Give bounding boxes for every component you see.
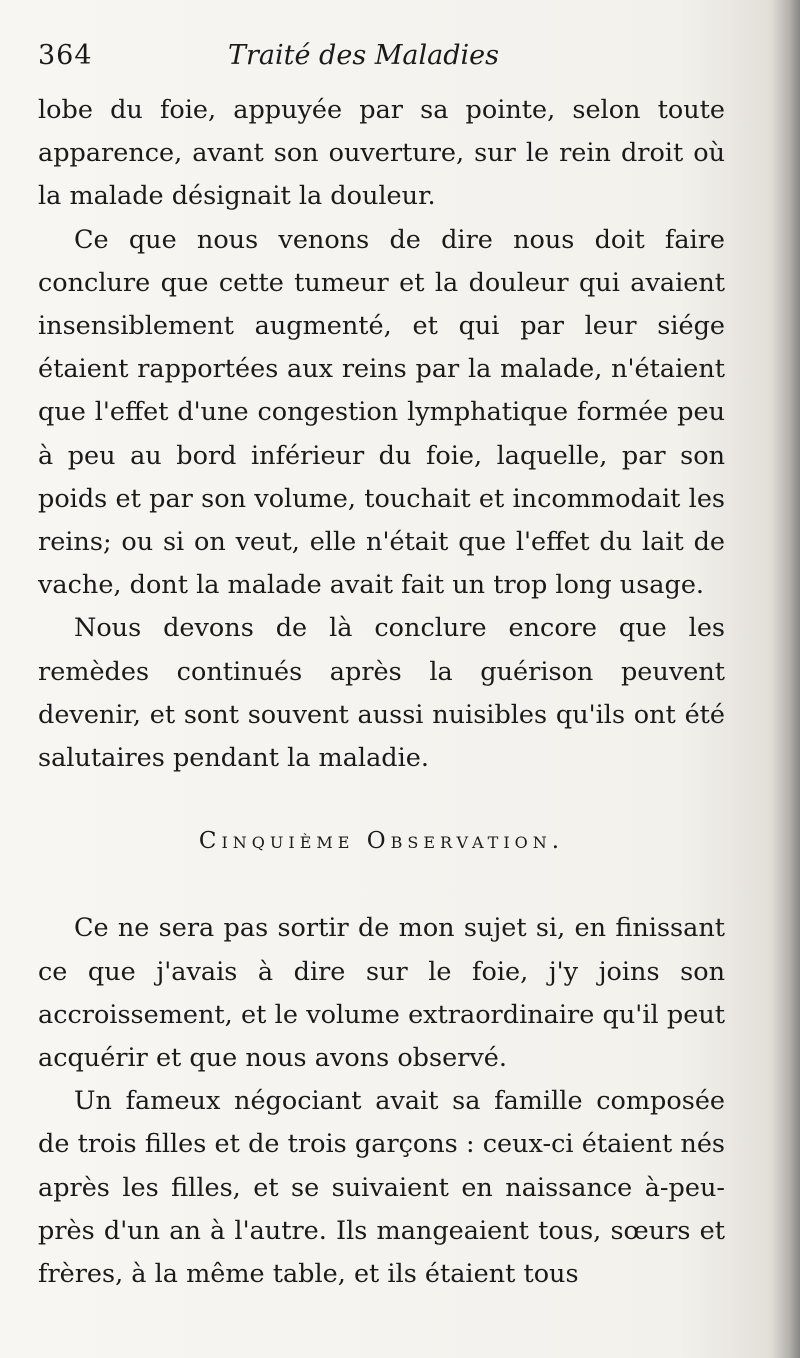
paragraph: Ce ne sera pas sortir de mon sujet si, en finissant ce que j'avais à dire sur le foie, j'y joins son accroissement, et le volume extraordinaire qu'il peut acquérir et que nous avons observé.: [38, 913, 725, 1074]
section-heading: Cinquième Observation.: [198, 828, 565, 855]
paragraph: Un fameux négociant avait sa famille composée de trois filles et de trois garçons : ceux-ci étaient nés après les filles, et se suivaient en naissance à-peu-près d'un an à l'autre. Ils mangeaient tous, sœurs et frères, à la même table, et ils étaient tous: [38, 1086, 725, 1290]
paragraph: Ce que nous venons de dire nous doit faire conclure que cette tumeur et la douleur qui avaient insensiblement augmenté, et qui par leur siége étaient rapportées aux reins par la malade, n'étaient que l'effet d'une congestion lymphatique formée peu à peu au bord inférieur du foie, laquelle, par son poids et par son volume, touchait et incommodait les reins; ou si on veut, elle n'était que l'effet du lait de vache, dont la malade avait fait un trop long usage.: [38, 224, 725, 601]
paragraph-continuation: lobe du foie, appuyée par sa pointe, selon toute apparence, avant son ouverture, sur le rein droit où la malade désignait la douleur.: [38, 95, 725, 212]
page-header: [38, 40, 740, 82]
running-title: Traité des Maladies: [228, 40, 499, 71]
paragraph: Nous devons de là conclure encore que les remèdes continués après la guérison peuvent devenir, et sont souvent aussi nuisibles qu'ils ont été salutaires pendant la maladie.: [38, 613, 725, 774]
body-text: [38, 89, 725, 1296]
page-number: 364: [38, 40, 93, 71]
page-edge-shadow: [772, 0, 800, 1358]
